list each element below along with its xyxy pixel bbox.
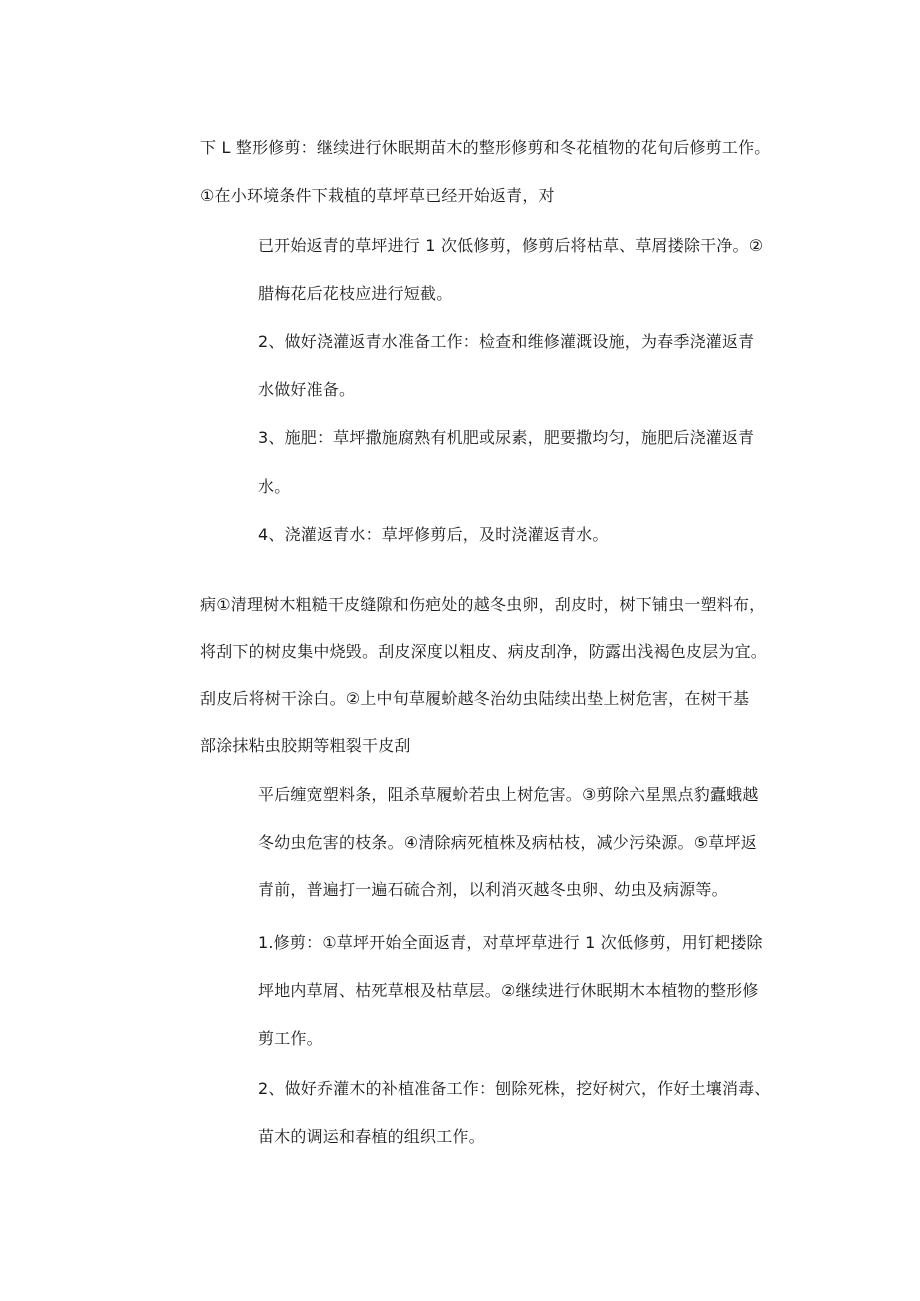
text-line: 2、做好乔灌木的补植准备工作：刨除死株，挖好树穴，作好土壤消毒、: [258, 1079, 771, 1098]
text-line: 已开始返青的草坪进行 1 次低修剪，修剪后将枯草、草屑搂除干净。②: [258, 236, 764, 255]
text-line: 刮皮后将树干涂白。②上中旬草履蚧越冬治幼虫陆续出垫上树危害，在树干基: [200, 689, 750, 708]
text-line: 2、做好浇灌返青水准备工作：检查和维修灌溉设施，为春季浇灌返青: [258, 332, 755, 351]
text-line: 腊梅花后花枝应进行短截。: [258, 284, 453, 303]
text-line: ①在小环境条件下栽植的草坪草已经开始返青，对: [200, 186, 555, 205]
text-line: 剪工作。: [258, 1029, 323, 1048]
text-line: 水做好准备。: [258, 380, 356, 399]
text-line: 苗木的调运和春植的组织工作。: [258, 1127, 485, 1146]
text-line: 水。: [258, 477, 291, 496]
text-line: 冬幼虫危害的枝条。④清除病死植株及病枯枝，减少污染源。⑤草坪返: [258, 833, 757, 852]
text-line: 青前，普遍打一遍石硫合剂，以利消灭越冬虫卵、幼虫及病源等。: [258, 880, 728, 899]
text-line: 1.修剪：①草坪开始全面返青，对草坪草进行 1 次低修剪，用钉耙搂除: [258, 933, 763, 952]
text-line: 将刮下的树皮集中烧毁。刮皮深度以粗皮、病皮刮净，防露出浅褐色皮层为宜。: [200, 642, 768, 661]
text-line: 坪地内草屑、枯死草根及枯草层。②继续进行休眠期木本植物的整形修: [258, 981, 759, 1000]
text-line: 部涂抹粘虫胶期等粗裂干皮刮: [200, 736, 411, 755]
text-line: 病①清理树木粗糙干皮缝隙和伤疤处的越冬虫卵，刮皮时，树下铺虫一塑料布，: [200, 595, 766, 614]
text-line: 4、浇灌返青水：草坪修剪后，及时浇灌返青水。: [258, 525, 609, 544]
text-line: 平后缠宽塑料条，阻杀草履蚧若虫上树危害。③剪除六星黑点豹蠹蛾越: [258, 785, 759, 804]
text-line: 下 L 整形修剪：继续进行休眠期苗木的整形修剪和冬花植物的花旬后修剪工作。: [200, 138, 771, 157]
text-line: 3、施肥：草坪撒施腐熟有机肥或尿素，肥要撒均匀，施肥后浇灌返青: [258, 428, 755, 447]
